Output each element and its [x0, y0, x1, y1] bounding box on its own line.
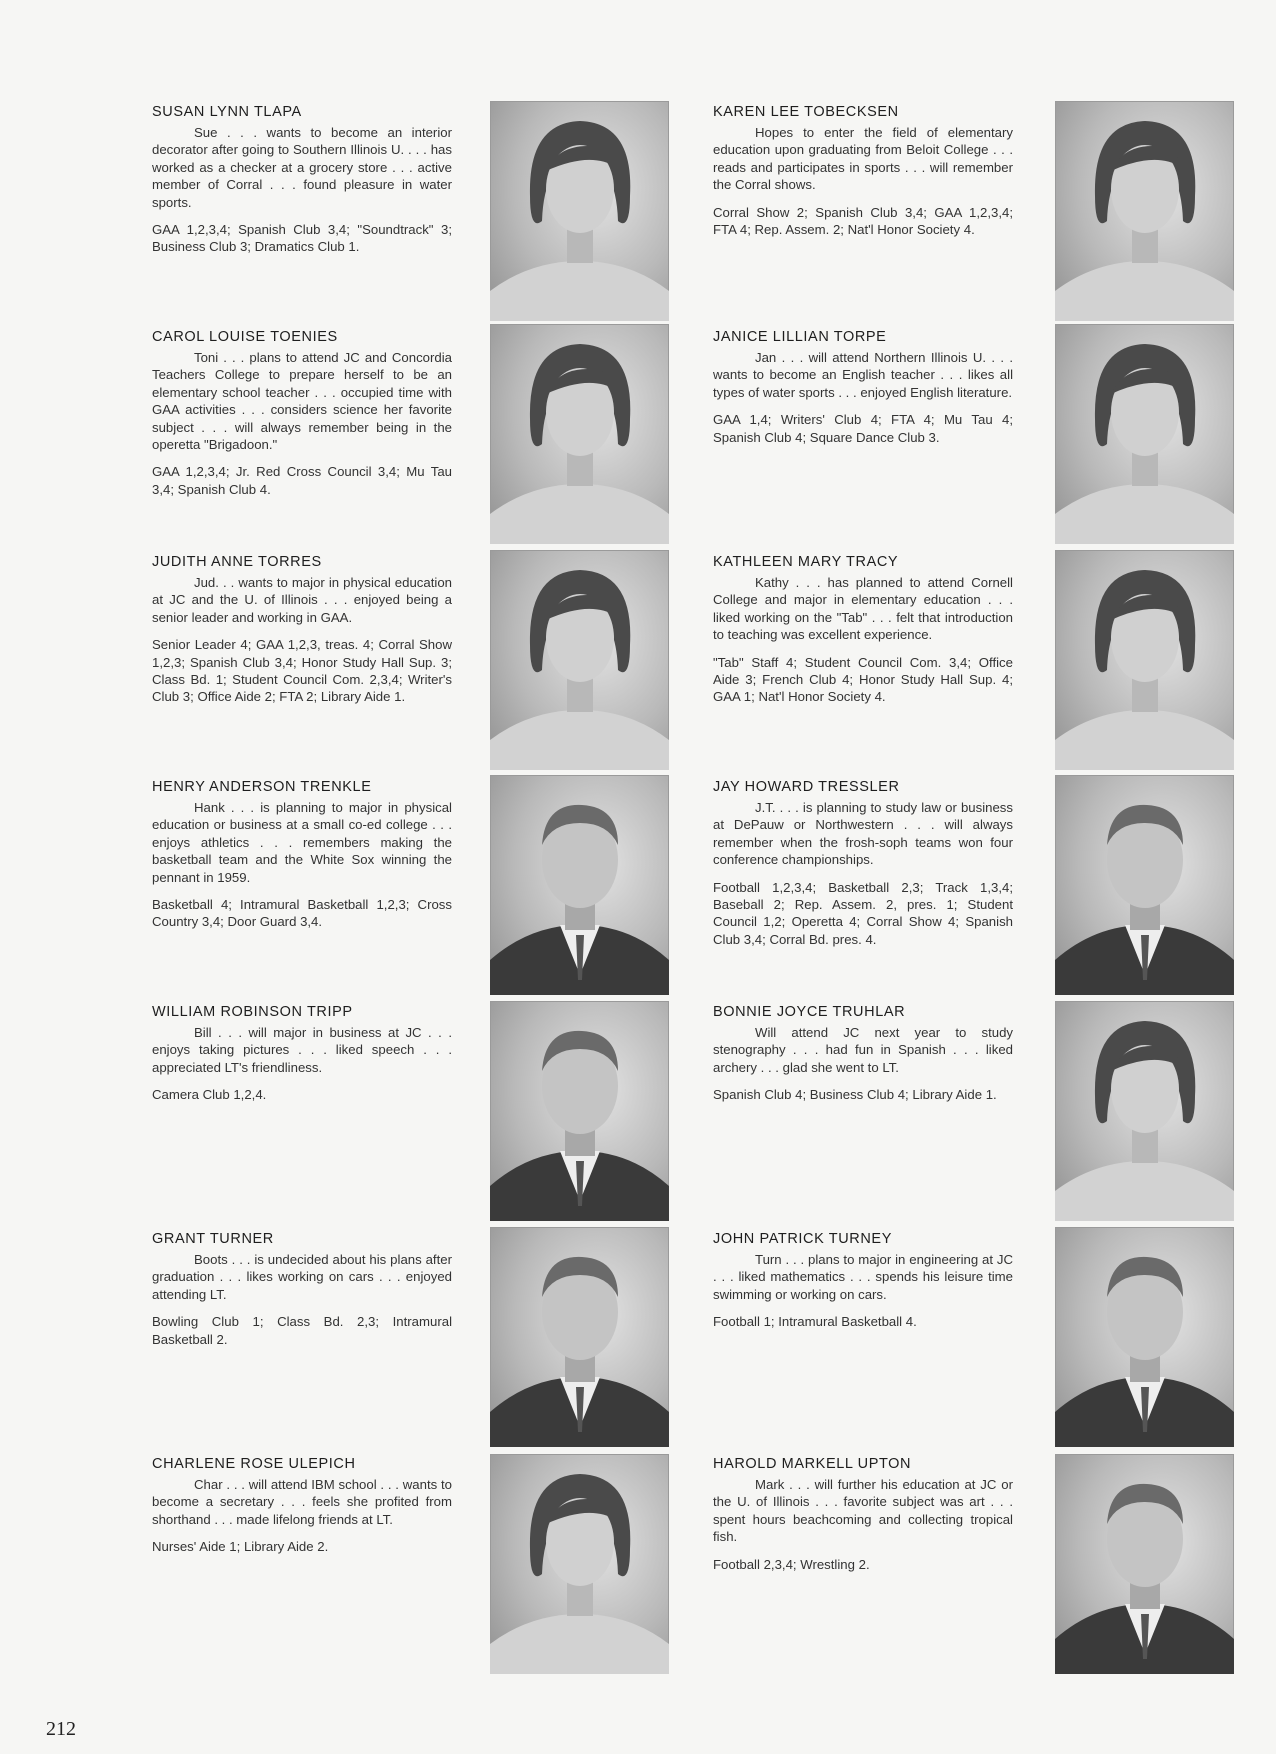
- senior-entry: [152, 104, 452, 256]
- portrait-illustration: [1055, 101, 1234, 321]
- senior-activities: "Tab" Staff 4; Student Council Com. 3,4; Office Aide 3; French Club 4; Honor Study Hall Sup. 4; GAA 1; Nat'l Honor Society 4.: [713, 654, 1013, 705]
- portrait-illustration: [1055, 775, 1234, 995]
- senior-name: CAROL LOUISE TOENIES: [152, 329, 338, 345]
- senior-entry: [152, 1004, 452, 1104]
- portrait-illustration: [1055, 324, 1234, 544]
- senior-activities: Camera Club 1,2,4.: [152, 1087, 267, 1103]
- senior-name: WILLIAM ROBINSON TRIPP: [152, 1004, 353, 1020]
- senior-bio: Boots . . . is undecided about his plans after graduation . . . likes working on cars . . . enjoyed attending LT.: [152, 1252, 452, 1302]
- portrait-illustration: [1055, 1001, 1234, 1221]
- senior-photo: [1055, 1001, 1234, 1221]
- senior-activities: Senior Leader 4; GAA 1,2,3, treas. 4; Corral Show 1,2,3; Spanish Club 3,4; Honor Study Hall Sup. 3; Class Bd. 1; Student Council Com. 2,3,4; Writer's Club 3; Office Aide 2; FTA 2; Library Aide 1.: [152, 637, 452, 705]
- portrait-illustration: [1055, 550, 1234, 770]
- senior-activities: GAA 1,4; Writers' Club 4; FTA 4; Mu Tau 4; Spanish Club 4; Square Dance Club 3.: [713, 412, 1013, 445]
- senior-bio: Hank . . . is planning to major in physical education or business at a small co-ed college . . . enjoys athletics . . . remembers making the basketball team and the White Sox winning the pennant in 1959.: [152, 800, 452, 885]
- senior-name: GRANT TURNER: [152, 1231, 274, 1247]
- senior-name: JAY HOWARD TRESSLER: [713, 779, 900, 795]
- senior-bio: Will attend JC next year to study stenography . . . had fun in Spanish . . . liked archery . . . glad she went to LT.: [713, 1025, 1013, 1075]
- senior-bio: Mark . . . will further his education at JC or the U. of Illinois . . . favorite subject was art . . . spent hours beachcoming and collecting tropical fish.: [713, 1477, 1013, 1545]
- senior-name: HENRY ANDERSON TRENKLE: [152, 779, 372, 795]
- portrait-illustration: [490, 1454, 669, 1674]
- blouse: [490, 1614, 669, 1674]
- senior-activities: Basketball 4; Intramural Basketball 1,2,3; Cross Country 3,4; Door Guard 3,4.: [152, 897, 452, 930]
- senior-bio: Bill . . . will major in business at JC . . . enjoys taking pictures . . . liked speech . . . appreciated LT's friendliness.: [152, 1025, 452, 1075]
- senior-name: JANICE LILLIAN TORPE: [713, 329, 887, 345]
- senior-bio: Hopes to enter the field of elementary education upon graduating from Beloit College . . . reads and participates in sports . . . will remember the Corral shows.: [713, 125, 1013, 193]
- senior-entry: [152, 1231, 452, 1348]
- senior-name: BONNIE JOYCE TRUHLAR: [713, 1004, 906, 1020]
- portrait-illustration: [490, 1001, 669, 1221]
- senior-bio: Char . . . will attend IBM school . . . wants to become a secretary . . . feels she profited from shorthand . . . made lifelong friends at LT.: [152, 1477, 452, 1527]
- senior-bio: Kathy . . . has planned to attend Cornell College and major in elementary education . . . liked working on the "Tab" . . . felt that introduction to teaching was excellent experience.: [713, 575, 1013, 643]
- senior-photo: [1055, 775, 1234, 995]
- senior-activities: Bowling Club 1; Class Bd. 2,3; Intramural Basketball 2.: [152, 1314, 452, 1347]
- senior-photo: [490, 550, 669, 770]
- senior-photo: [1055, 1454, 1234, 1674]
- page-number: 212: [46, 1718, 76, 1740]
- senior-photo: [1055, 1227, 1234, 1447]
- senior-name: KAREN LEE TOBECKSEN: [713, 104, 899, 120]
- senior-bio: Jud. . . wants to major in physical education at JC and the U. of Illinois . . . enjoyed being a senior leader and working in GAA.: [152, 575, 452, 625]
- blouse: [490, 484, 669, 544]
- senior-bio: Sue . . . wants to become an interior decorator after going to Southern Illinois U. . . . has worked as a checker at a grocery store . . . active member of Corral . . . found pleasure in water sports.: [152, 125, 452, 210]
- senior-bio: J.T. . . . is planning to study law or business at DePauw or Northwestern . . . will always remember when the frosh-soph teams won four conference championships.: [713, 800, 1013, 868]
- senior-entry: [152, 329, 452, 498]
- senior-activities: Nurses' Aide 1; Library Aide 2.: [152, 1539, 329, 1555]
- senior-photo: [490, 101, 669, 321]
- portrait-illustration: [1055, 1454, 1234, 1674]
- blouse: [490, 710, 669, 770]
- senior-name: SUSAN LYNN TLAPA: [152, 104, 302, 120]
- senior-name: JOHN PATRICK TURNEY: [713, 1231, 892, 1247]
- senior-photo: [490, 1001, 669, 1221]
- senior-activities: Football 2,3,4; Wrestling 2.: [713, 1556, 870, 1572]
- portrait-illustration: [490, 324, 669, 544]
- senior-photo: [1055, 101, 1234, 321]
- senior-name: JUDITH ANNE TORRES: [152, 554, 322, 570]
- senior-entry: [713, 1456, 1013, 1573]
- senior-entry: [152, 779, 452, 931]
- blouse: [1055, 261, 1234, 321]
- blouse: [1055, 710, 1234, 770]
- senior-bio: Turn . . . plans to major in engineering at JC . . . liked mathematics . . . spends his leisure time swimming or working on cars.: [713, 1252, 1013, 1302]
- senior-photo: [490, 775, 669, 995]
- portrait-illustration: [490, 101, 669, 321]
- senior-entry: [713, 104, 1013, 238]
- senior-bio: Toni . . . plans to attend JC and Concordia Teachers College to prepare herself to be an elementary school teacher . . . occupied time with GAA activities . . . considers science her favorite subject . . . will always remember being in the operetta "Brigadoon.": [152, 350, 452, 453]
- portrait-illustration: [1055, 1227, 1234, 1447]
- blouse: [490, 261, 669, 321]
- senior-photo: [490, 324, 669, 544]
- senior-activities: GAA 1,2,3,4; Spanish Club 3,4; "Soundtrack" 3; Business Club 3; Dramatics Club 1.: [152, 222, 452, 255]
- portrait-illustration: [490, 1227, 669, 1447]
- senior-entry: [713, 329, 1013, 446]
- portrait-illustration: [490, 775, 669, 995]
- senior-entry: [713, 1231, 1013, 1331]
- senior-photo: [490, 1227, 669, 1447]
- senior-name: HAROLD MARKELL UPTON: [713, 1456, 912, 1472]
- senior-name: CHARLENE ROSE ULEPICH: [152, 1456, 356, 1472]
- senior-entry: [713, 1004, 1013, 1104]
- senior-photo: [1055, 550, 1234, 770]
- blouse: [1055, 1161, 1234, 1221]
- blouse: [1055, 484, 1234, 544]
- senior-entry: [713, 554, 1013, 706]
- senior-activities: GAA 1,2,3,4; Jr. Red Cross Council 3,4; Mu Tau 3,4; Spanish Club 4.: [152, 464, 452, 497]
- senior-activities: Football 1,2,3,4; Basketball 2,3; Track 1,3,4; Baseball 2; Rep. Assem. 2, pres. 1; Student Council 1,2; Operetta 4; Corral Show 4; Spanish Club 3,4; Corral Bd. pres. 4.: [713, 879, 1013, 947]
- senior-photo: [490, 1454, 669, 1674]
- senior-activities: Spanish Club 4; Business Club 4; Library Aide 1.: [713, 1087, 997, 1103]
- senior-activities: Corral Show 2; Spanish Club 3,4; GAA 1,2,3,4; FTA 4; Rep. Assem. 2; Nat'l Honor Society 4.: [713, 204, 1013, 238]
- senior-photo: [1055, 324, 1234, 544]
- senior-entry: [713, 779, 1013, 948]
- senior-entry: [152, 554, 452, 706]
- senior-entry: [152, 1456, 452, 1556]
- senior-activities: Football 1; Intramural Basketball 4.: [713, 1314, 917, 1330]
- senior-bio: Jan . . . will attend Northern Illinois U. . . . wants to become an English teacher . . . likes all types of water sports . . . enjoyed English literature.: [713, 350, 1013, 400]
- senior-name: KATHLEEN MARY TRACY: [713, 554, 899, 570]
- portrait-illustration: [490, 550, 669, 770]
